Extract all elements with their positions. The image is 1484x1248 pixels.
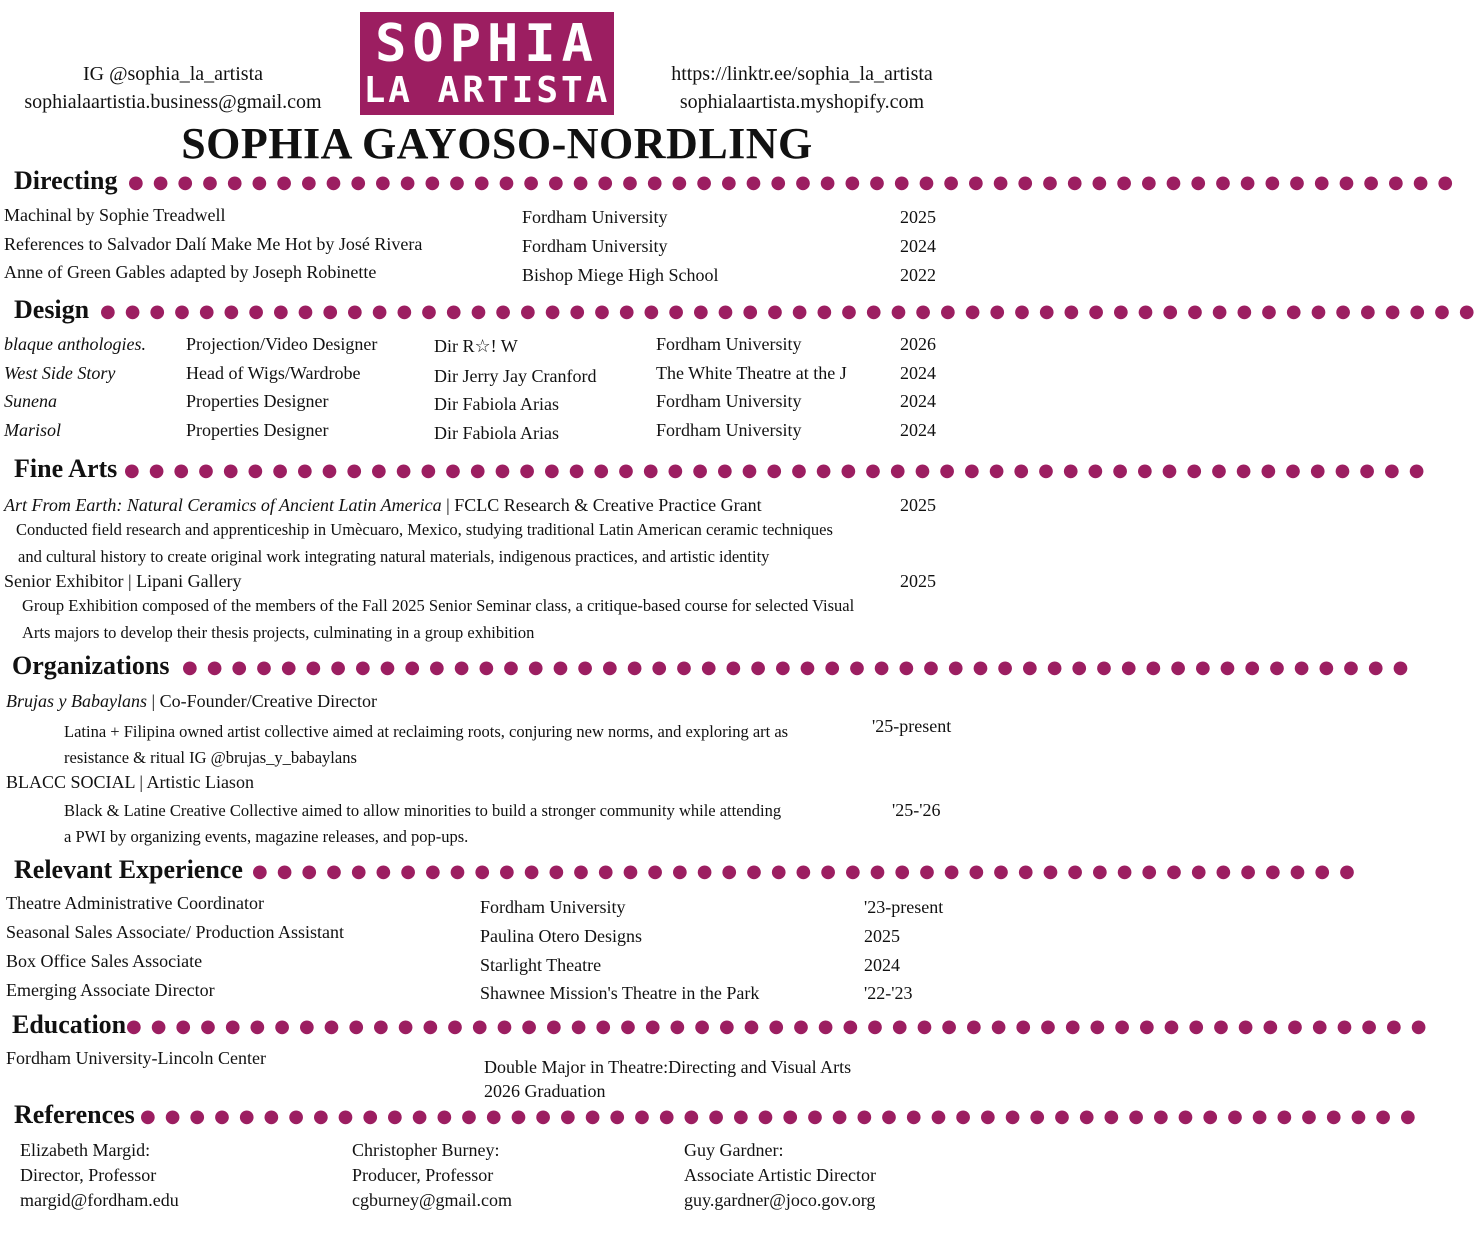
experience-year: '23-present (864, 897, 944, 917)
design-year: 2024 (900, 391, 936, 411)
org-title: BLACC SOCIAL | Artistic Liason (6, 772, 254, 792)
section-divider: ●●●●●●●●●●●●●●●●●●●●●●●●●●●●●●●●●●●●●●●●●●●●● (252, 861, 1364, 882)
linktree-link[interactable]: https://linktr.ee/sophia_la_artista (671, 63, 933, 85)
fine-arts-item-title: Senior Exhibitor | Lipani Gallery (4, 571, 242, 591)
fine-arts-description: Group Exhibition composed of the members of the Fall 2025 Senior Seminar class, a critique-based course for selected Visual (22, 596, 855, 615)
directing-year: 2024 (900, 236, 936, 256)
fine-arts-project-title: Art From Earth: Natural Ceramics of Ancient Latin America (4, 495, 442, 515)
org-description: Latina + Filipina owned artist collective aimed at reclaiming roots, conjuring new norms, and exploring art as (64, 722, 789, 741)
fine-arts-year: 2025 (900, 571, 936, 591)
org-description: resistance & ritual IG @brujas_y_babaylans (64, 748, 357, 767)
experience-role: Seasonal Sales Associate/ Production Assistant (6, 922, 344, 942)
org-years: '25-'26 (892, 800, 941, 820)
design-place: The White Theatre at the J (656, 363, 847, 383)
education-school: Fordham University-Lincoln Center (6, 1048, 266, 1068)
fine-arts-description: Arts majors to develop their thesis projects, culminating in a group exhibition (22, 623, 535, 642)
design-year: 2024 (900, 363, 936, 383)
experience-role: Box Office Sales Associate (6, 951, 203, 971)
reference-title: Associate Artistic Director (684, 1165, 876, 1185)
experience-place: Starlight Theatre (480, 955, 602, 975)
directing-work: References to Salvador Dalí Make Me Hot by José Rivera (4, 234, 423, 254)
section-divider: ●●●●●●●●●●●●●●●●●●●●●●●●●●●●●●●●●●●●●●●●●●●●●●●●●● (182, 657, 1418, 678)
design-show: West Side Story (4, 363, 116, 383)
design-year: 2024 (900, 420, 936, 440)
reference-name: Elizabeth Margid: (20, 1140, 151, 1160)
reference-email[interactable]: cgburney@gmail.com (352, 1190, 513, 1210)
org-role: | Co-Founder/Creative Director (147, 691, 378, 711)
directing-work: Anne of Green Gables adapted by Joseph Robinette (4, 262, 377, 282)
design-director: Dir R☆! W (434, 336, 518, 356)
fine-arts-item-title (4, 495, 762, 516)
experience-place: Fordham University (480, 897, 626, 917)
section-title-design: Design (14, 295, 90, 324)
reference-card (684, 1138, 876, 1213)
section-divider: ●●●●●●●●●●●●●●●●●●●●●●●●●●●●●●●●●●●●●●●●●●●●●●●●●●●●● (124, 460, 1434, 481)
experience-place: Shawnee Mission's Theatre in the Park (480, 983, 760, 1003)
education-degree: Double Major in Theatre:Directing and Visual Arts (484, 1057, 852, 1077)
experience-role: Theatre Administrative Coordinator (6, 893, 264, 913)
fine-arts-grant: | FCLC Research & Creative Practice Grant (441, 495, 762, 515)
org-description: a PWI by organizing events, magazine releases, and pop-ups. (64, 827, 469, 846)
directing-year: 2022 (900, 265, 936, 285)
org-years: '25-present (872, 716, 952, 736)
instagram-handle[interactable]: IG @sophia_la_artista (82, 63, 264, 85)
design-role: Properties Designer (186, 391, 329, 411)
education-graduation: 2026 Graduation (484, 1081, 606, 1101)
design-year: 2026 (900, 334, 936, 354)
reference-email[interactable]: margid@fordham.edu (20, 1190, 179, 1210)
experience-role: Emerging Associate Director (6, 980, 215, 1000)
design-role: Projection/Video Designer (186, 334, 378, 354)
contact-left (0, 60, 346, 116)
reference-card (352, 1138, 512, 1213)
section-title-education: Education (12, 1010, 127, 1039)
design-place: Fordham University (656, 420, 802, 440)
section-title-organizations: Organizations (12, 651, 170, 680)
section-title-references: References (14, 1100, 135, 1129)
design-director: Dir Jerry Jay Cranford (434, 366, 597, 386)
directing-place: Fordham University (522, 207, 668, 227)
design-role: Properties Designer (186, 420, 329, 440)
design-director: Dir Fabiola Arias (434, 394, 559, 414)
reference-name: Christopher Burney: (352, 1140, 500, 1160)
logo-line-2: LA ARTISTA (363, 70, 611, 111)
fine-arts-description: Conducted field research and apprenticeship in Umècuaro, Mexico, studying traditional Latin American ceramic techniques (16, 520, 833, 539)
reference-title: Producer, Professor (352, 1165, 494, 1185)
section-title-experience: Relevant Experience (14, 855, 243, 884)
directing-work: Machinal by Sophie Treadwell (4, 205, 226, 225)
design-show: Sunena (4, 391, 57, 411)
shop-link[interactable]: sophialaartista.myshopify.com (679, 91, 925, 113)
design-place: Fordham University (656, 334, 802, 354)
reference-title: Director, Professor (20, 1165, 157, 1185)
section-divider: ●●●●●●●●●●●●●●●●●●●●●●●●●●●●●●●●●●●●●●●●●●●●●●●●●●●●● (126, 1016, 1436, 1037)
logo-line-1: SOPHIA (375, 14, 599, 74)
logo (360, 12, 614, 115)
experience-year: 2024 (864, 955, 900, 975)
experience-year: 2025 (864, 926, 900, 946)
design-show: Marisol (4, 420, 62, 440)
experience-place: Paulina Otero Designs (480, 926, 642, 946)
org-title (6, 691, 377, 712)
section-divider: ●●●●●●●●●●●●●●●●●●●●●●●●●●●●●●●●●●●●●●●●●●●●●●●●●●●●●●●● (100, 301, 1484, 322)
reference-name: Guy Gardner: (684, 1140, 784, 1160)
org-name: Brujas y Babaylans (6, 691, 147, 711)
fine-arts-year: 2025 (900, 495, 936, 515)
fine-arts-description: and cultural history to create original work integrating natural materials, indigenous practices, and artistic identity (18, 547, 770, 566)
directing-place: Fordham University (522, 236, 668, 256)
resume-name: SOPHIA GAYOSO-NORDLING (181, 119, 813, 168)
section-divider: ●●●●●●●●●●●●●●●●●●●●●●●●●●●●●●●●●●●●●●●●●●●●●●●●●●●● (140, 1106, 1425, 1127)
business-email[interactable]: sophialaartistia.business@gmail.com (24, 91, 322, 113)
directing-year: 2025 (900, 207, 936, 227)
reference-email[interactable]: guy.gardner@joco.gov.org (684, 1190, 876, 1210)
design-role: Head of Wigs/Wardrobe (186, 363, 361, 383)
section-title-fine-arts: Fine Arts (14, 454, 118, 483)
org-description: Black & Latine Creative Collective aimed to allow minorities to build a stronger community while attending (64, 801, 782, 820)
directing-place: Bishop Miege High School (522, 265, 719, 285)
contact-right (640, 60, 964, 116)
section-divider: ●●●●●●●●●●●●●●●●●●●●●●●●●●●●●●●●●●●●●●●●●●●●●●●●●●●●●● (128, 172, 1463, 193)
design-show: blaque anthologies. (4, 334, 146, 354)
experience-year: '22-'23 (864, 983, 913, 1003)
section-title-directing: Directing (14, 166, 118, 195)
reference-card (20, 1138, 179, 1213)
design-place: Fordham University (656, 391, 802, 411)
design-director: Dir Fabiola Arias (434, 423, 559, 443)
